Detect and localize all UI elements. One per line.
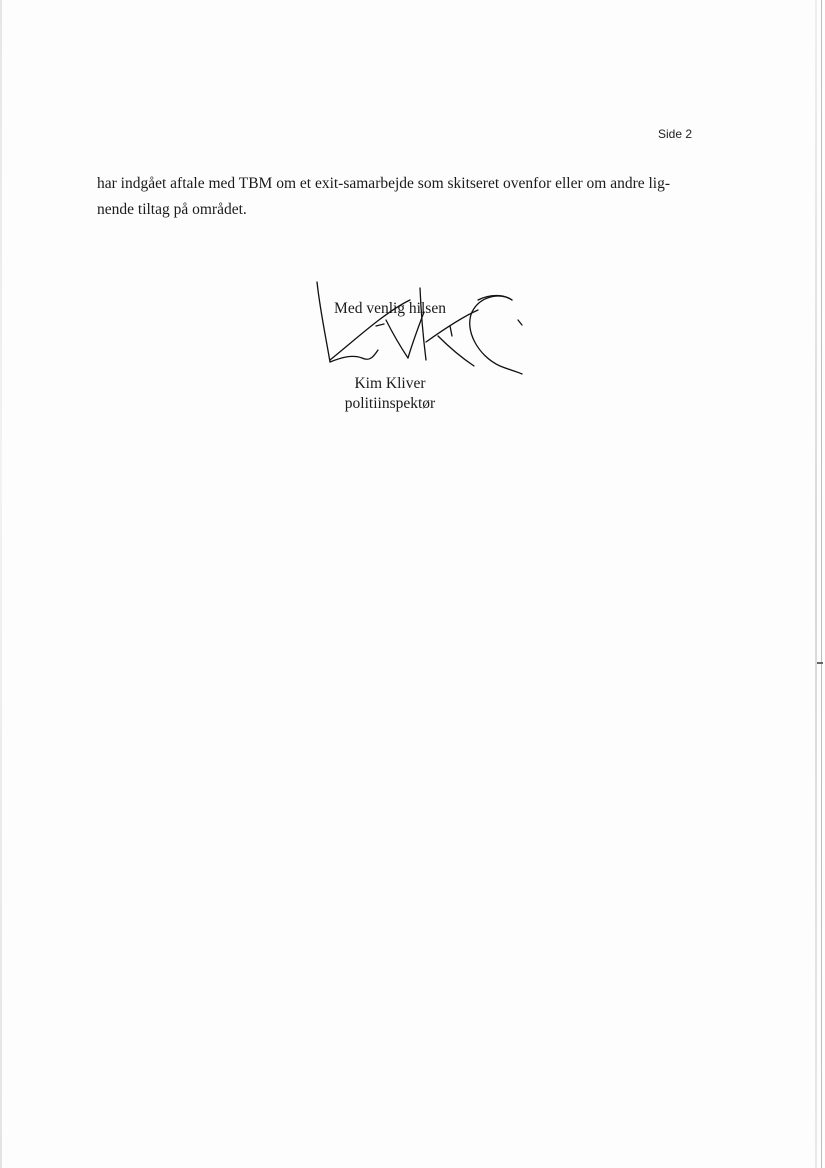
closing-salutation: Med venlig hilsen [334, 300, 446, 317]
page-number: Side 2 [657, 127, 692, 141]
scan-edge-left [0, 0, 2, 1168]
body-line: har indgået aftale med TBM om et exit-samarbejde som skitseret ovenfor eller om andre lig- [97, 175, 671, 192]
body-paragraph [97, 171, 697, 223]
signatory-title: politiinspektør [344, 395, 436, 412]
scan-mark [817, 662, 823, 664]
body-line: nende tiltag på området. [97, 201, 247, 218]
signatory-name: Kim Kliver [354, 375, 426, 392]
scan-edge-right [815, 0, 817, 1168]
handwritten-signature [300, 270, 540, 385]
scan-edge-right-line [821, 0, 822, 1168]
